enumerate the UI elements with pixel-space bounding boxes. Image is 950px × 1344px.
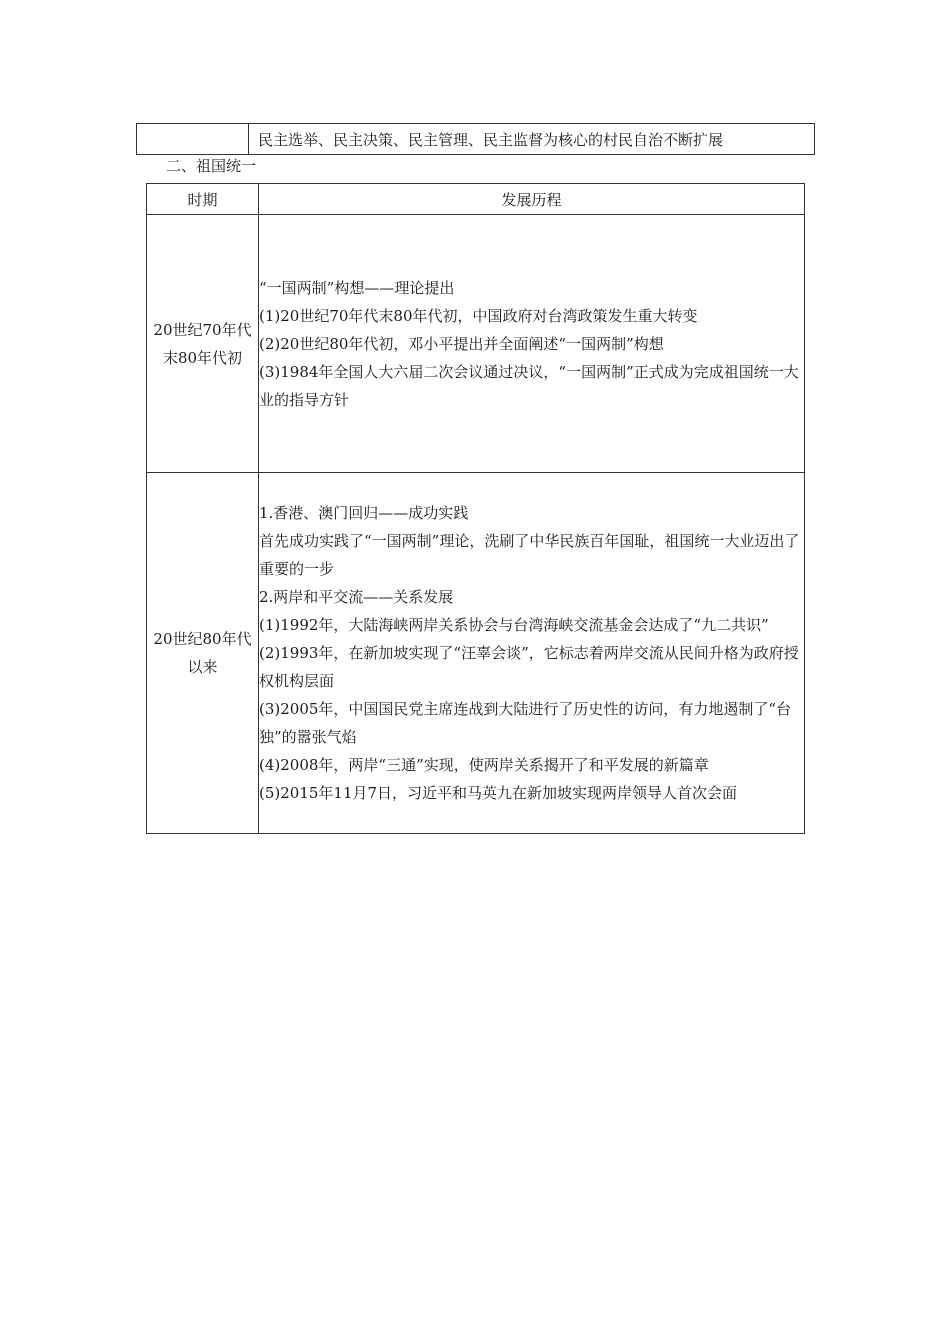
table-row: [137, 124, 815, 155]
header-period: 时期: [147, 184, 259, 215]
table-row: [147, 473, 805, 834]
history-line: (2)20世纪80年代初，邓小平提出并全面阐述“一国两制”构想: [259, 334, 664, 353]
reunification-table: [146, 183, 805, 834]
header-history: 发展历程: [259, 184, 805, 215]
history-line: (5)2015年11月7日，习近平和马英九在新加坡实现两岸领导人首次会面: [259, 784, 738, 802]
history-line: (3)2005年，中国国民党主席连战到大陆进行了历史性的访问，有力地遏制了“台独”的嚣张气焰: [259, 700, 792, 746]
history-line: (1)20世纪70年代末80年代初，中国政府对台湾政策发生重大转变: [259, 306, 698, 325]
history-line: “一国两制”构想——理论提出: [259, 278, 455, 297]
history-line: (1)1992年，大陆海峡两岸关系协会与台湾海峡交流基金会达成了“九二共识”: [259, 616, 769, 634]
table-row: [147, 215, 805, 473]
table-header-row: [147, 184, 805, 215]
history-line: 2.两岸和平交流——关系发展: [259, 588, 454, 606]
history-line: (3)1984年全国人大六届二次会议通过决议，“一国两制”正式成为完成祖国统一大业的指导方针: [259, 362, 799, 409]
top-table-fragment: [136, 123, 815, 155]
history-line: 首先成功实践了“一国两制”理论，洗刷了中华民族百年国耻，祖国统一大业迈出了重要的一步: [259, 532, 800, 578]
history-line: (2)1993年，在新加坡实现了“汪辜会谈”，它标志着两岸交流从民间升格为政府授权机构层面: [259, 644, 799, 690]
history-cell: [259, 473, 805, 834]
top-table-left-cell: [137, 124, 249, 155]
history-line: (4)2008年，两岸“三通”实现，使两岸关系揭开了和平发展的新篇章: [259, 756, 709, 774]
period-cell: 20世纪80年代以来: [147, 473, 259, 834]
history-line: 1.香港、澳门回归——成功实践: [259, 504, 469, 522]
period-cell: 20世纪70年代末80年代初: [147, 215, 259, 473]
top-table-right-cell: 民主选举、民主决策、民主管理、民主监督为核心的村民自治不断扩展: [249, 124, 815, 155]
history-cell: [259, 215, 805, 473]
section-title: 二、祖国统一: [166, 157, 257, 175]
